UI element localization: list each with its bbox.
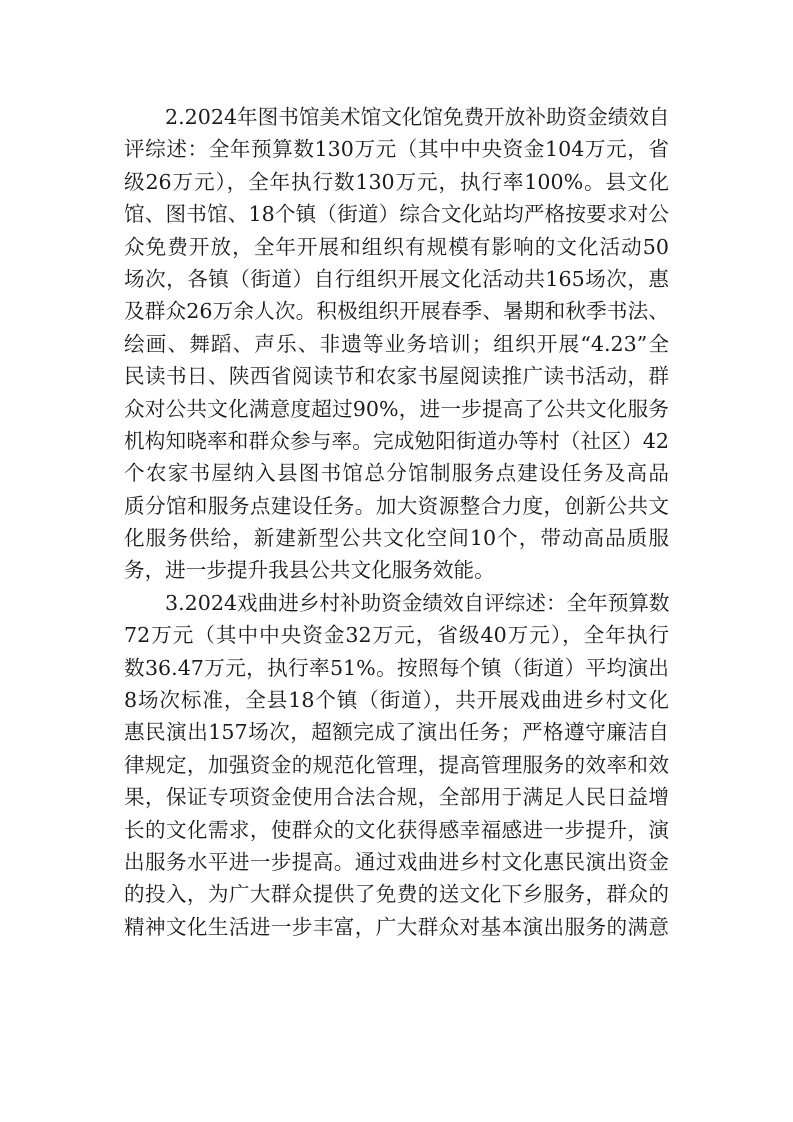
text-line: 众对公共文化满意度超过90%，进一步提高了公共文化服务: [124, 396, 669, 421]
text-line: 众免费开放，全年开展和组织有规模有影响的文化活动50: [124, 234, 669, 259]
text-line: 长的文化需求，使群众的文化获得感幸福感进一步提升，演: [124, 817, 669, 842]
text-line: 72万元（其中中央资金32万元，省级40万元），全年执行: [124, 623, 669, 648]
text-line: 民读书日、陕西省阅读节和农家书屋阅读推广读书活动，群: [124, 364, 669, 389]
text-line: 8场次标准，全县18个镇（街道），共开展戏曲进乡村文化: [124, 688, 669, 713]
text-line: 质分馆和服务点建设任务。加大资源整合力度，创新公共文: [124, 493, 669, 518]
text-line: 务，进一步提升我县公共文化服务效能。: [124, 558, 495, 583]
text-line: 数36.47万元，执行率51%。按照每个镇（街道）平均演出: [124, 655, 669, 680]
text-line: 级26万元），全年执行数130万元，执行率100%。县文化: [124, 169, 669, 194]
text-line: 律规定，加强资金的规范化管理，提高管理服务的效率和效: [124, 752, 669, 777]
paragraph-opera-village-funding: [124, 587, 669, 943]
text-line: 绘画、舞蹈、声乐、非遗等业务培训；组织开展“4.23”全: [124, 331, 669, 356]
text-line: 惠民演出157场次，超额完成了演出任务；严格遵守廉洁自: [124, 720, 669, 745]
text-line: 及群众26万余人次。积极组织开展春季、暑期和秋季书法、: [124, 299, 669, 324]
document-body: [124, 101, 669, 943]
text-line: 精神文化生活进一步丰富，广大群众对基本演出服务的满意: [124, 914, 669, 939]
text-line: 个农家书屋纳入县图书馆总分馆制服务点建设任务及高品: [124, 461, 669, 486]
text-line: 机构知晓率和群众参与率。完成勉阳街道办等村（社区）42: [124, 428, 669, 453]
text-line: 的投入，为广大群众提供了免费的送文化下乡服务，群众的: [124, 882, 669, 907]
text-line: 2.2024年图书馆美术馆文化馆免费开放补助资金绩效自: [165, 105, 670, 129]
text-line: 化服务供给，新建新型公共文化空间10个，带动高品质服: [124, 526, 669, 551]
text-line: 出服务水平进一步提高。通过戏曲进乡村文化惠民演出资金: [124, 849, 669, 874]
text-line: 果，保证专项资金使用合法合规，全部用于满足人民日益增: [124, 785, 669, 810]
text-line: 馆、图书馆、18个镇（街道）综合文化站均严格按要求对公: [124, 202, 669, 227]
text-line: 场次，各镇（街道）自行组织开展文化活动共165场次，惠: [124, 266, 669, 291]
text-line: 3.2024戏曲进乡村补助资金绩效自评综述：全年预算数: [165, 590, 670, 615]
paragraph-library-museum-funding: [124, 101, 669, 587]
text-line: 评综述：全年预算数130万元（其中中央资金104万元，省: [124, 137, 669, 162]
